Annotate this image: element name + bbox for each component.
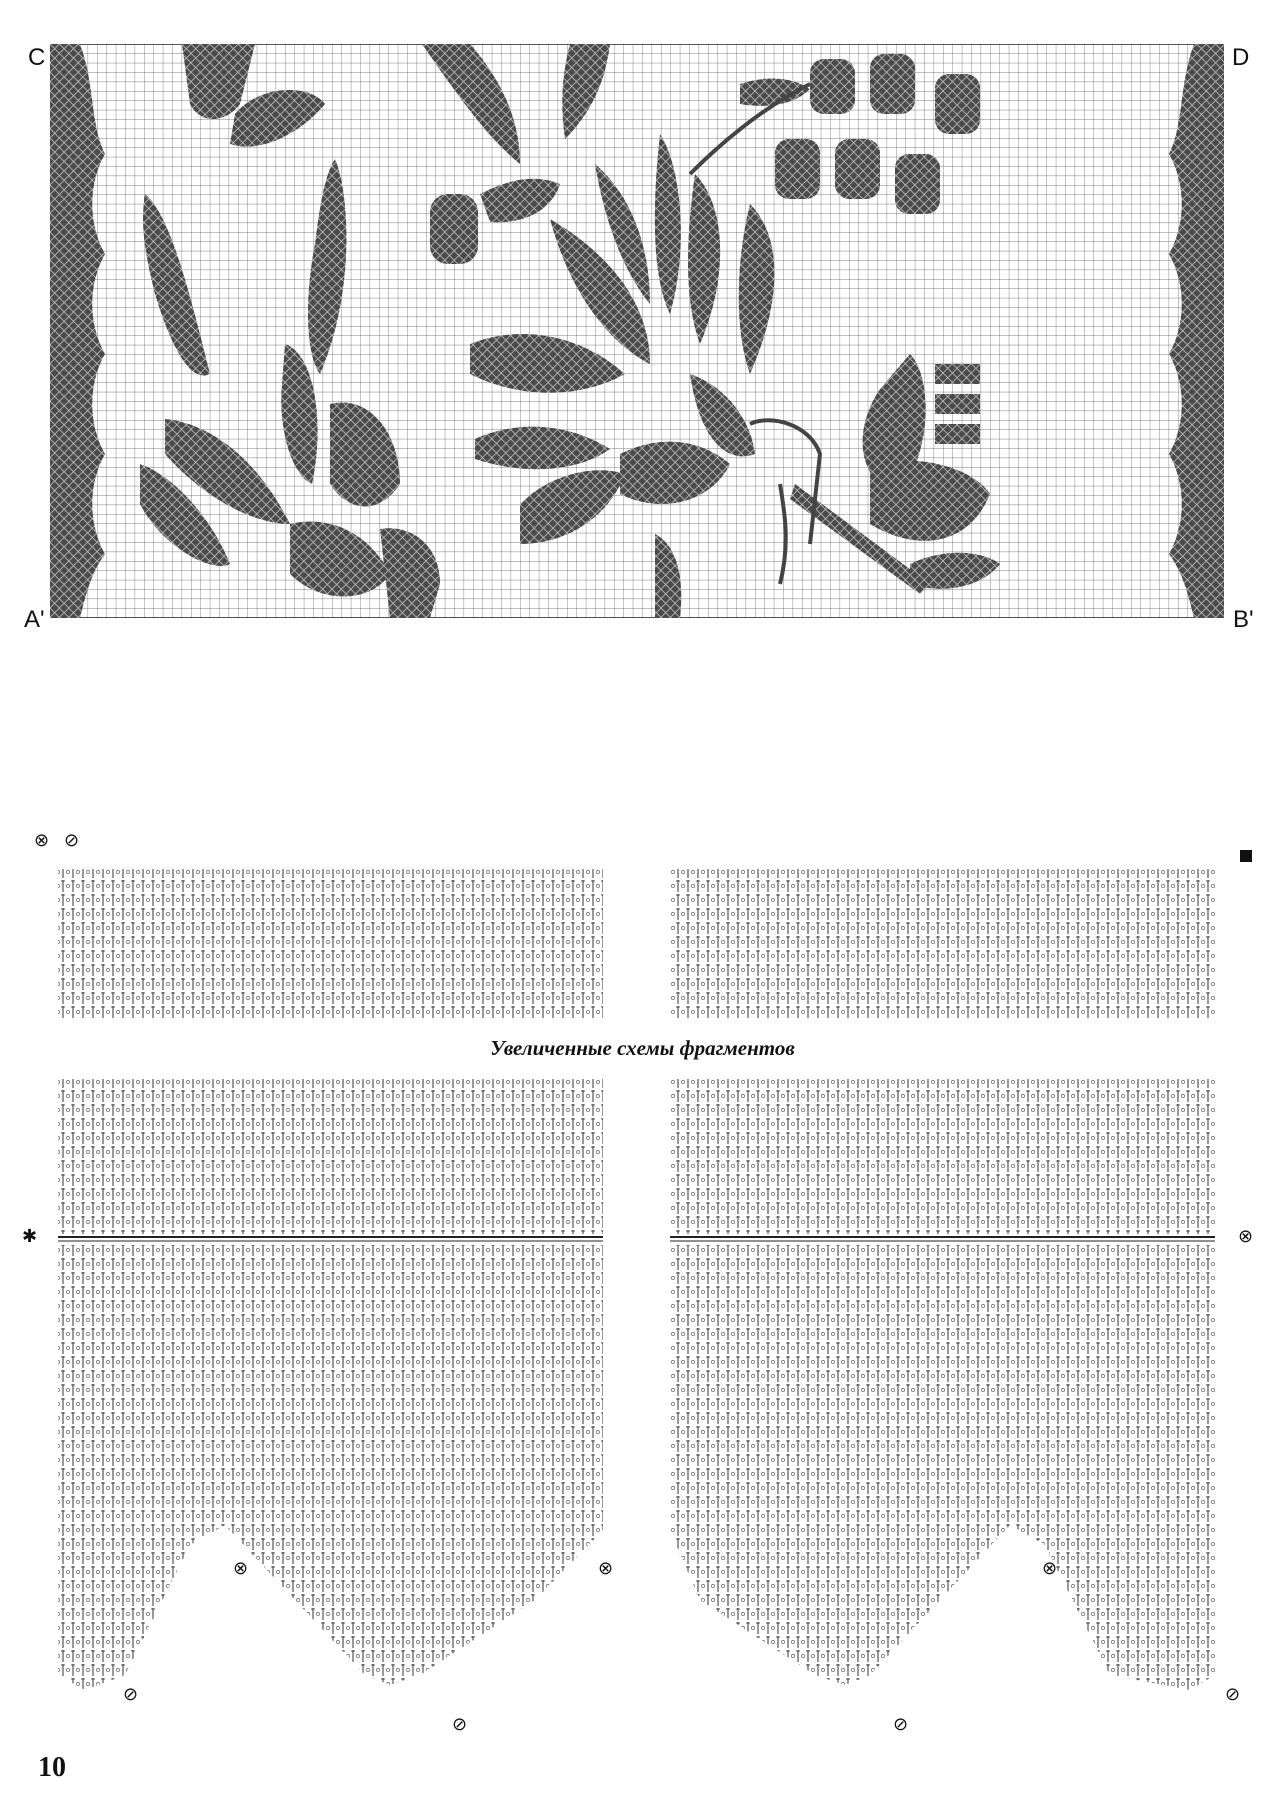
join-cross-circle-icon-2: ⊗ [598, 1558, 614, 1579]
start-slash-circle-icon: ⊘ [64, 830, 80, 851]
end-slash-circle-icon-1: ⊘ [123, 1684, 139, 1705]
fragment-lower-left [40, 1075, 620, 1745]
corner-label-c: C [28, 44, 46, 71]
end-slash-circle-icon-4: ⊘ [1225, 1684, 1241, 1705]
join-cross-circle-icon-1: ⊗ [233, 1558, 249, 1579]
fragment-upper-left [40, 865, 620, 1025]
row-asterisk-icon: ✱ [22, 1226, 38, 1247]
reference-square [1240, 850, 1252, 862]
page-number: 10 [38, 1752, 66, 1783]
fragment-lower-right [665, 1075, 1245, 1745]
row-cross-circle-icon: ⊗ [1238, 1226, 1254, 1247]
fragments-caption: Увеличенные схемы фрагментов [490, 1036, 795, 1060]
end-slash-circle-icon-2: ⊘ [452, 1714, 468, 1735]
end-slash-circle-icon-3: ⊘ [893, 1714, 909, 1735]
start-cross-circle-icon: ⊗ [34, 830, 50, 851]
corner-label-d: D [1232, 44, 1250, 71]
join-cross-circle-icon-3: ⊗ [1042, 1558, 1058, 1579]
corner-label-b: B' [1233, 606, 1254, 633]
fragment-upper-right [665, 865, 1245, 1025]
corner-label-a: A' [24, 606, 45, 633]
filet-chart [50, 44, 1224, 618]
